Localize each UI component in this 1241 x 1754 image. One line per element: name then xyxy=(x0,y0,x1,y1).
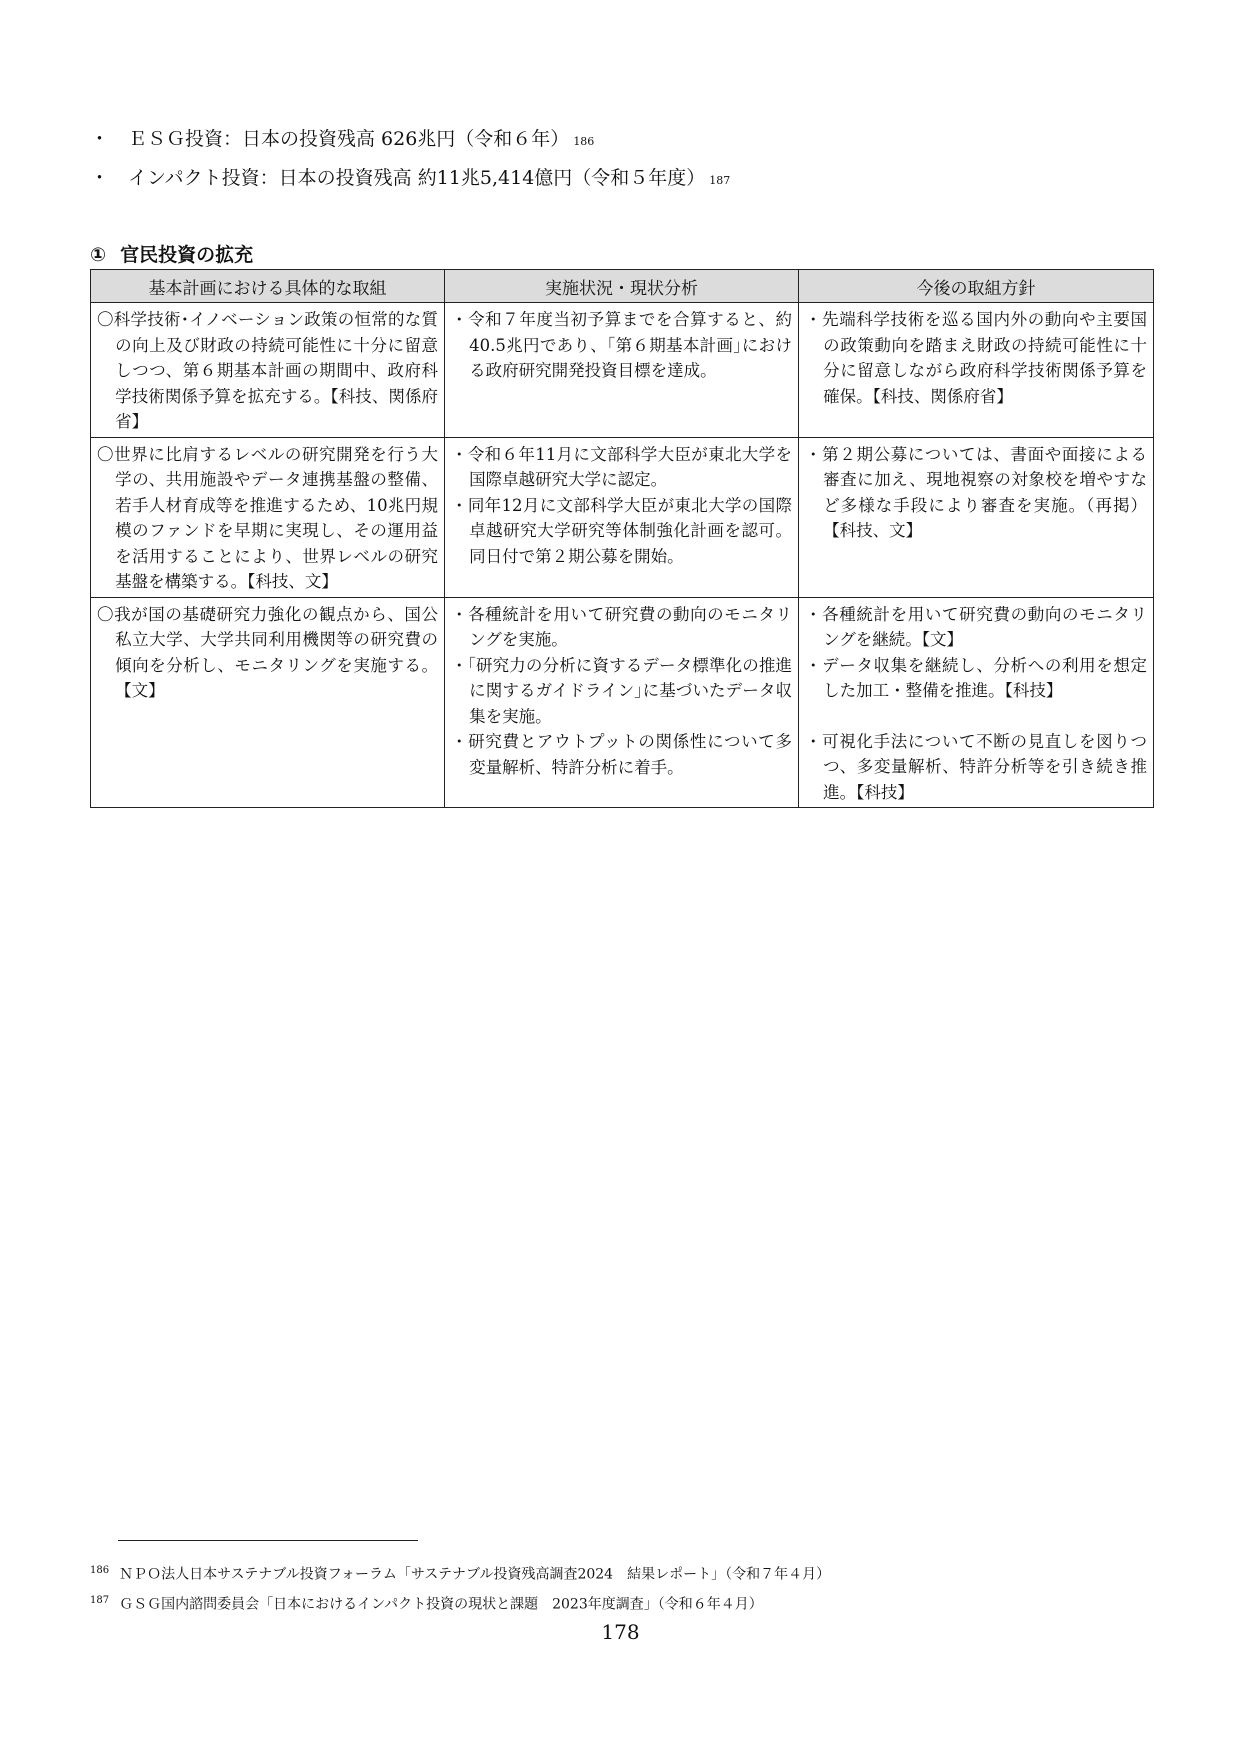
cell-item: ・各種統計を用いて研究費の動向のモニタリングを実施。 xyxy=(451,604,792,649)
cell-item: ・研究費とアウトプットの関係性について多変量解析、特許分析に着手。 xyxy=(451,732,792,777)
footnote-divider xyxy=(118,1540,418,1541)
header-future: 今後の取組方針 xyxy=(799,270,1154,303)
page-number: 178 xyxy=(601,1620,640,1644)
future-cell xyxy=(799,303,1154,438)
cell-item: ・可視化手法について不断の見直しを図りつつ、多変量解析、特許分析等を引き続き推進。【科技】 xyxy=(805,731,1147,802)
cell-item: 〇科学技術･イノベーション政策の恒常的な質の向上及び財政の持続可能性に十分に留意しつつ、第６期基本計画の期間中、政府科学技術関係予算を拡充する。【科技、関係府省】 xyxy=(97,310,438,431)
section-number: ① xyxy=(90,244,107,266)
cell-item: ・各種統計を用いて研究費の動向のモニタリングを継続。【文】 xyxy=(805,604,1147,649)
footnote-text: ＮＰＯ法人日本サステナブル投資フォーラム「サステナブル投資残高調査2024 結果レポート」（令和７年４月） xyxy=(119,1566,831,1583)
footnote-number: 186 xyxy=(90,1565,110,1576)
bullet-mark: ・ xyxy=(90,167,110,189)
status-cell xyxy=(445,597,799,808)
cell-item: ・｢研究力の分析に資するデータ標準化の推進に関するガイドライン｣に基づいたデータ収集を実施。 xyxy=(451,655,792,726)
footnote-text: ＧＳＧ国内諮問委員会「日本におけるインパクト投資の現状と課題 2023年度調査」（令和６年４月） xyxy=(119,1596,763,1613)
footnote-187 xyxy=(90,1588,1150,1618)
footnotes xyxy=(90,1558,1150,1617)
table-row xyxy=(91,437,1154,597)
footnote-number: 187 xyxy=(90,1594,110,1606)
cell-item: ・令和６年11月に文部科学大臣が東北大学を国際卓越研究大学に認定。 xyxy=(451,444,792,489)
cell-item: ・第２期公募については、書面や面接による審査に加え、現地視察の対象校を増やすなど多様な手段により審査を実施。（再掲）【科技、文】 xyxy=(805,444,1147,540)
cell-item: ・データ収集を継続し、分析への利用を想定した加工・整備を推進。【科技】 xyxy=(805,655,1147,700)
bullet-item-esg xyxy=(90,126,1150,155)
bullet-text: インパクト投資：日本の投資残高 約11兆5,414億円（令和５年度） xyxy=(128,167,706,189)
cell-item: ・令和７年度当初予算までを合算すると、約40.5兆円であり、｢第６期基本計画｣における政府研究開発投資目標を達成。 xyxy=(451,310,792,380)
bullet-mark: ・ xyxy=(90,128,110,150)
table-row xyxy=(91,597,1154,808)
bullet-item-impact xyxy=(90,165,1150,194)
cell-spacer xyxy=(805,704,1147,729)
plan-cell xyxy=(91,597,445,808)
bullet-text: ＥＳＧ投資：日本の投資残高 626兆円（令和６年） xyxy=(128,128,570,150)
plan-cell xyxy=(91,303,445,438)
footnote-ref: 187 xyxy=(709,174,731,187)
header-status: 実施状況・現状分析 xyxy=(445,270,799,303)
section-title: 官民投資の拡充 xyxy=(120,244,254,266)
table-row xyxy=(91,303,1154,438)
cell-item: ・同年12月に文部科学大臣が東北大学の国際卓越研究大学研究等体制強化計画を認可。同日付で第２期公募を開始。 xyxy=(451,495,792,566)
section-heading xyxy=(90,240,253,267)
footnote-186 xyxy=(90,1558,1150,1588)
cell-item: 〇世界に比肩するレベルの研究開発を行う大学の、共用施設やデータ連携基盤の整備、若手人材育成等を推進するため、10兆円規模のファンドを早期に実現し、その運用益を活用することにより、世界レベルの研究基盤を構築する。【科技、文】 xyxy=(97,444,438,591)
bullet-list xyxy=(90,126,1150,204)
plan-cell xyxy=(91,437,445,597)
future-cell xyxy=(799,437,1154,597)
footnote-ref: 186 xyxy=(573,135,595,148)
policy-table xyxy=(90,269,1154,808)
cell-item: 〇我が国の基礎研究力強化の観点から、国公私立大学、大学共同利用機関等の研究費の傾向を分析し、モニタリングを実施する。【文】 xyxy=(97,604,439,700)
future-cell xyxy=(799,597,1154,808)
status-cell xyxy=(445,303,799,438)
status-cell xyxy=(445,437,799,597)
table-header-row xyxy=(91,270,1154,303)
header-plan: 基本計画における具体的な取組 xyxy=(91,270,445,303)
cell-item: ・先端科学技術を巡る国内外の動向や主要国の政策動向を踏まえ財政の持続可能性に十分に留意しながら政府科学技術関係予算を確保。【科技、関係府省】 xyxy=(805,310,1147,406)
